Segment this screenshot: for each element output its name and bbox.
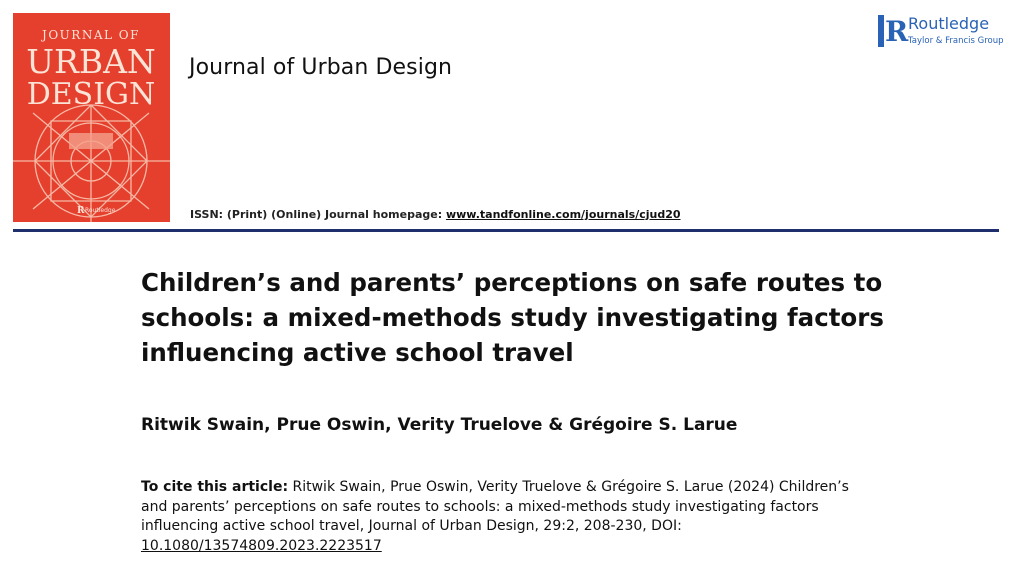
doi-link[interactable]: 10.1080/13574809.2023.2223517 [141,537,382,554]
cover-line-journal-of: JOURNAL OF [42,28,140,42]
article-authors: Ritwik Swain, Prue Oswin, Verity Truelove & Grégoire S. Larue [141,415,738,435]
issn-text: ISSN: (Print) (Online) Journal homepage: [190,208,446,221]
journal-title: Journal of Urban Design [189,55,453,80]
routledge-r-icon [878,13,909,49]
publisher-logo [878,13,1003,53]
publisher-group: Taylor & Francis Group [908,36,1004,46]
cover-badge [69,133,113,149]
citation-text: Ritwik Swain, Prue Oswin, Verity Truelove & Grégoire S. Larue (2024) Children’s and parents’ perceptions on safe routes to schools: a mixed-methods study investigating factors influencing active school travel, Journal of Urban Design, 29:2, 208-230, DOI: [141,479,849,534]
citation-block [141,478,861,556]
header-divider [13,229,999,232]
journal-cover [13,13,170,222]
cover-artwork [13,13,170,222]
publisher-name: Routledge [908,14,990,33]
cover-line-design: DESIGN [26,77,156,112]
issn-line [190,208,681,221]
svg-text:R: R [885,15,909,48]
svg-text:Routledge: Routledge [85,207,116,214]
article-title: Children’s and parents’ perceptions on safe routes to schools: a mixed-methods study investigating factors influencing active school travel [141,268,884,367]
cover-line-urban: URBAN [26,42,156,81]
svg-text:R: R [77,206,85,216]
journal-homepage-link[interactable]: www.tandfonline.com/journals/cjud20 [445,208,681,221]
citation-label: To cite this article: [141,479,289,495]
